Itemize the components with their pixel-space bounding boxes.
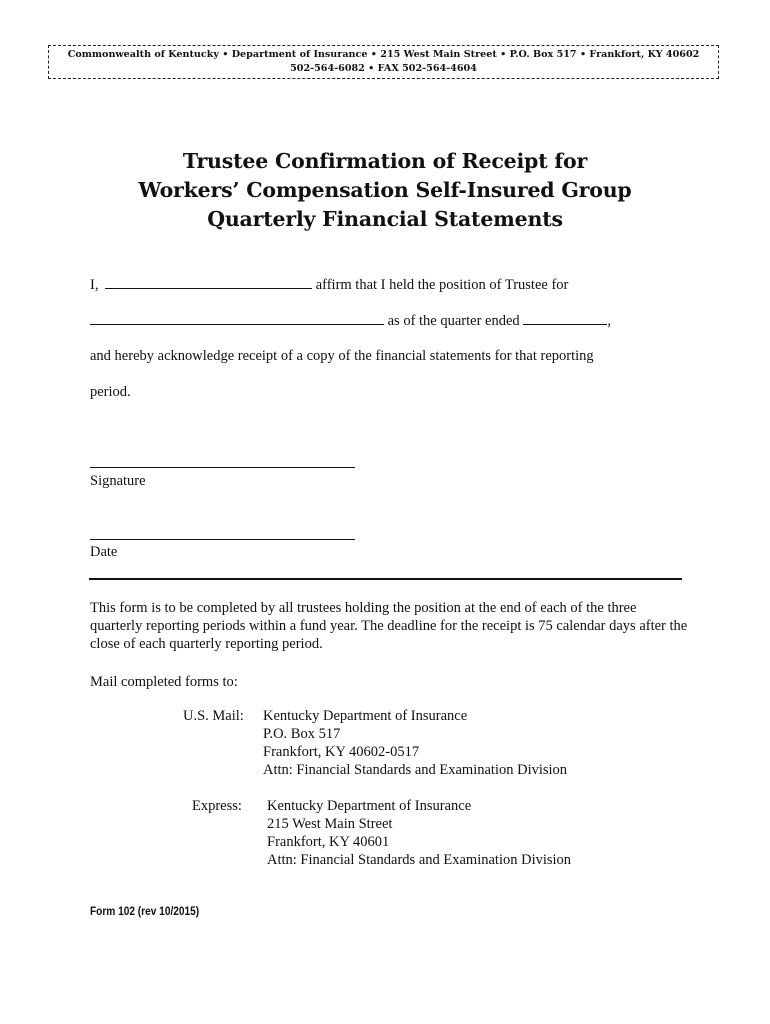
agency-header-phone: 502-564-6082 • FAX 502-564-4604	[290, 63, 477, 74]
form-title-line-3: Quarterly Financial Statements	[207, 207, 563, 231]
express-address-line: Attn: Financial Standards and Examination Division	[267, 852, 572, 868]
quarter-label: as of the quarter ended	[387, 313, 520, 329]
affirm-statement: affirm that I held the position of Trustee for	[315, 277, 569, 293]
mail-to-label: Mail completed forms to:	[90, 674, 238, 690]
signature-field[interactable]	[90, 467, 355, 468]
us-mail-label: U.S. Mail:	[183, 708, 244, 724]
affirm-prefix: I,	[90, 277, 99, 293]
trustee-name-field[interactable]	[105, 276, 312, 289]
group-name-field[interactable]	[90, 312, 384, 325]
agency-header-address: Commonwealth of Kentucky • Department of Insurance • 215 West Main Street • P.O. Box 517 • Frankfort, KY 40602	[67, 49, 700, 60]
form-number: Form 102 (rev 10/2015)	[90, 906, 200, 918]
express-address-line: Kentucky Department of Insurance	[267, 798, 472, 814]
form-title-line-2: Workers’ Compensation Self-Insured Group	[138, 178, 632, 202]
signature-label: Signature	[90, 473, 146, 489]
us-mail-address-line: P.O. Box 517	[263, 726, 341, 742]
us-mail-address-line: Kentucky Department of Insurance	[263, 708, 468, 724]
express-address-line: Frankfort, KY 40601	[267, 834, 390, 850]
express-address	[267, 797, 571, 869]
form-title-line-1: Trustee Confirmation of Receipt for	[182, 149, 588, 173]
affirm-line	[90, 276, 568, 294]
agency-header	[48, 45, 719, 79]
express-address-line: 215 West Main Street	[267, 816, 393, 832]
form-title	[85, 147, 685, 234]
quarter-ended-field[interactable]	[523, 312, 607, 325]
us-mail-address-line: Attn: Financial Standards and Examination Division	[263, 762, 568, 778]
quarter-suffix: ,	[607, 313, 611, 329]
us-mail-address-line: Frankfort, KY 40602-0517	[263, 744, 420, 760]
group-line	[90, 312, 611, 330]
acknowledge-line: and hereby acknowledge receipt of a copy of the financial statements for that reporting	[90, 348, 594, 364]
date-field[interactable]	[90, 539, 355, 540]
us-mail-address	[263, 707, 567, 779]
express-label: Express:	[192, 798, 242, 814]
date-label: Date	[90, 544, 118, 560]
instructions-paragraph: This form is to be completed by all trustees holding the position at the end of each of the three quarterly reporting periods within a fund year. The deadline for the receipt is 75 calendar days after the close of each quarterly reporting period.	[90, 600, 688, 652]
section-divider	[89, 578, 682, 580]
acknowledge-line-end: period.	[90, 384, 131, 400]
